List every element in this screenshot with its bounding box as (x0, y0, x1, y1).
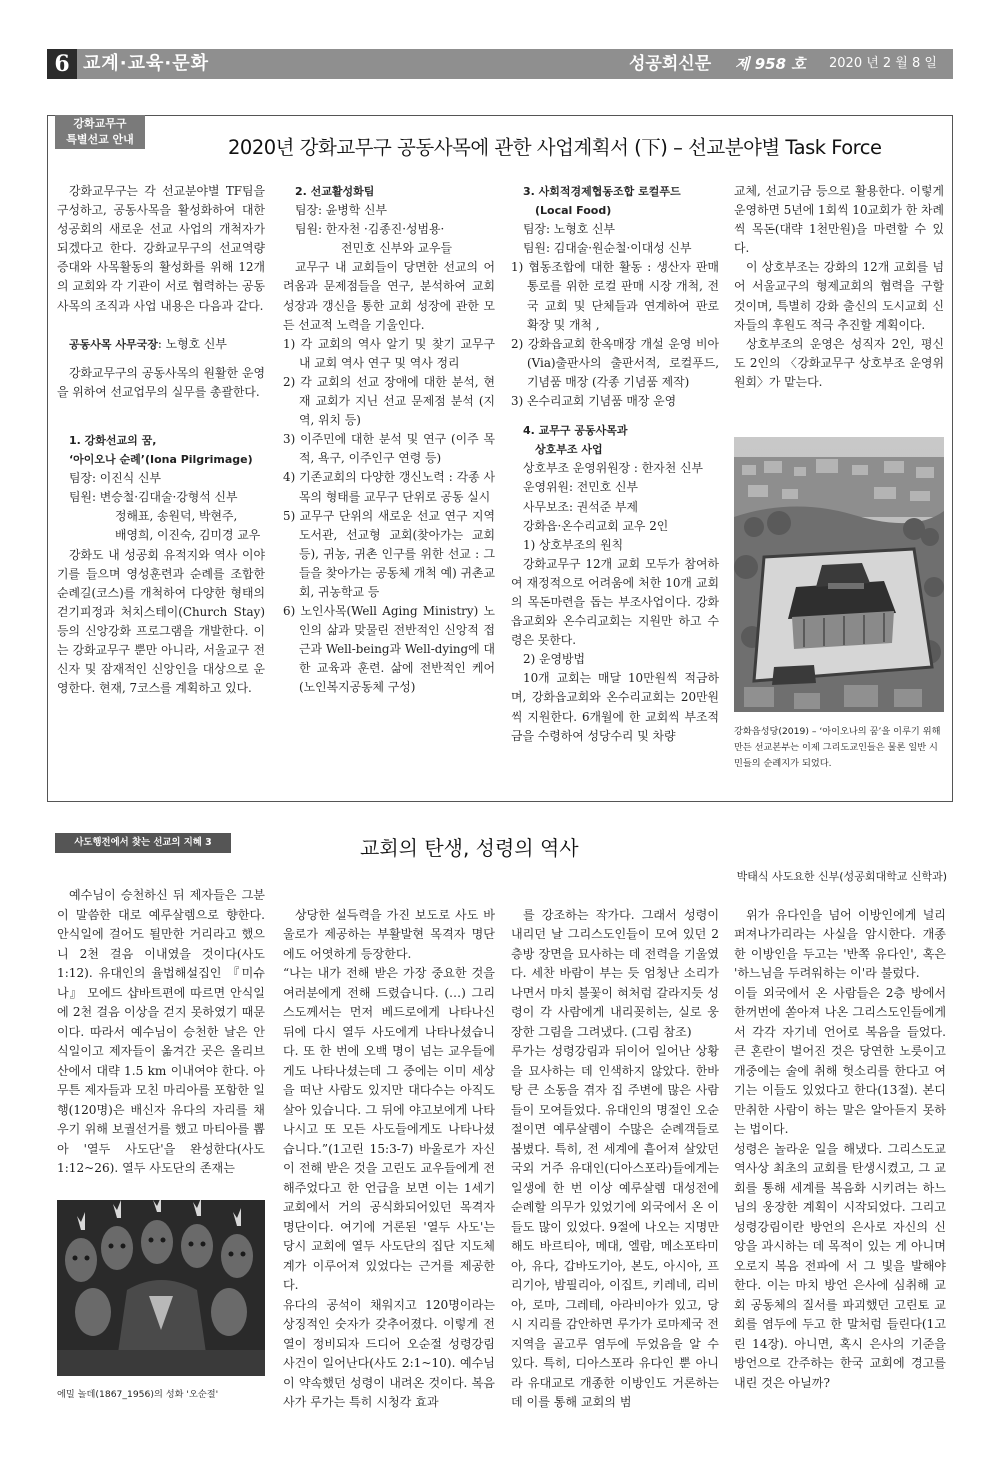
section3-item: 3) 온수리교회 기념품 매장 운영 (511, 394, 677, 409)
article1-title: 2020년 강화교무구 공동사목에 관한 사업계획서 (下) – 선교분야별 Task Force (228, 136, 882, 159)
section4-title: 4. 교무구 공동사목과 (523, 424, 628, 438)
intro-paragraph: 강화교무구는 각 선교분야별 TF팀을 구성하고, 공동사목을 활성화하여 대한성공회의 새로운 선교 사업의 개척자가 되겠다고 한다. 강화교무구의 선교역량 증대와 사목활동의 활성화를 위해 12개의 교회와 각 기관이 서로 협력하는 공동사목의 조직과 사업 내용은 다음과 같다. (57, 184, 265, 313)
section4-line: 운영위원: 전민호 신부 (523, 480, 638, 495)
column4-paragraph: 교체, 선교기금 등으로 활용한다. 이렇게 운영하면 5년에 1회씩 10교회가 한 차례씩 목돈(대략 1천만원)을 마련할 수 있다. (734, 184, 944, 256)
cathedral-photo-caption: 강화읍성당(2019) – ‘아이오나의 꿈’을 이루기 위해 만든 선교본부는 이제 그리도교인들은 물론 일반 시민들의 순례지가 되었다. (734, 726, 941, 770)
section2-item: 4) 기존교회의 다양한 갱신노력 : 각종 사목의 형태를 교무구 단위로 공동 실시 (283, 470, 495, 504)
section3-item: 1) 협동조합에 대한 활동 : 생산자 판매 통로를 위한 로컬 판매 시장 개척, 전국 교회 및 단체들과 연계하여 판로 확장 및 개척 , (511, 260, 719, 332)
pentecost-painting-caption: 에밀 놀데(1867_1956)의 성화 '오순절' (57, 1389, 219, 1400)
section3-title: 3. 사회적경제협동조합 로컬푸드 (523, 185, 681, 198)
pentecost-painting-image (57, 1200, 265, 1376)
article2-column-4 (734, 886, 946, 1413)
article1-column-2 (283, 182, 495, 698)
section1-members-2: 정해표, 송원덕, 박현주, (115, 509, 238, 524)
article2-paragraph: 위가 유다인을 넘어 이방인에게 널리 퍼져나가리라는 사실을 암시한다. 개종한 이방인을 두고는 '반쪽 유다인', 혹은 '하느님을 두려워하는 이'라 불렀다. 이들 외국에서 온 사람들은 2층 방에서 한꺼번에 쏟아져 나온 그리스도인들에게서 각각 자기네 언어로 복음을 들었다. 큰 혼란이 벌어진 것은 당연한 노릇이고 개중에는 술에 취해 헛소리를 한다고 여기는 이들도 있었다고 한다(13절). 본디 만취한 사람이 하는 말은 알아듣지 못하는 법이다. 성령은 놀라운 일을 해냈다. 그리스도교 역사상 최초의 교회를 탄생시켰고, 그 교회를 통해 세계를 복음화 시키려는 하느님의 웅장한 계획이 시작되었다. 그리고 성령강림이란 방언의 은사로 자신의 신앙을 과시하는 데 목적이 있는 게 아니며 오로지 복음 전파에 서 그 빛을 발해야 한다. 이는 마치 방언 은사에 심취해 교회 공동체의 질서를 파괴했던 고린토 교회를 염두에 두고 한 말처럼 들린다(1고린 14장). 아니면, 혹시 은사의 기준을 방언으로 간주하는 한국 교회에 경고를 내린 것은 아닐까? (734, 907, 946, 1390)
article2-tag: 사도행전에서 찾는 선교의 지혜 3 (55, 833, 231, 853)
article2-column-2 (283, 886, 495, 1432)
article1-tag: 강화교무구 특별선교 안내 (55, 115, 145, 149)
article2-paragraph: 를 강조하는 작가다. 그래서 성령이 내리던 날 그리스도인들이 모여 있던 2층방 장면을 묘사하는 데 전력을 기울였다. 세찬 바람이 부는 듯 엄청난 소리가 나면서 마치 불꽃이 혀처럼 갈라지듯 성령이 각 사람에게 내리꽂히는, 실로 웅장한 그림을 그려냈다. (그림 참조) 루가는 성령강림과 뒤이어 일어난 상황을 묘사하는 데 인색하지 않았다. 한바탕 큰 소동을 겪자 집 주변에 많은 사람들이 모여들었다. 유대인의 명절인 오순절이면 예루살렘이 수많은 순례객들로 붐볐다. 특히, 전 세계에 흩어져 살았던 국외 거주 유대인(디아스포라)들에게는 일생에 한 번 이상 예루살렘 대성전에 순례할 의무가 있었기에 외국에서 온 이들도 많이 있었다. 9절에 나오는 지명만 해도 바르티아, 메대, 엘람, 메소포타미아, 유다, 갑바도기아, 본도, 아시아, 프리기아, 밤필리아, 이집트, 키레네, 리비아, 로마, 그레테, 아라비아가 있고, 당시 지리를 감안하면 루가가 로마제국 전 지역을 골고루 염두에 두었음을 알 수 있다. 특히, 디아스포라 유다인 뿐 아니라 유대교로 개종한 이방인도 거론하는데 이를 통해 교회의 범 (511, 907, 719, 1409)
section4-principle-title: 1) 상호부조의 원칙 (523, 537, 624, 552)
section3-subtitle: (Local Food) (535, 204, 612, 218)
section1-members-3: 배영희, 이진숙, 김미경 교우 (115, 528, 261, 543)
article2-byline: 박태식 사도요한 신부(성공회대학교 신학과) (736, 870, 947, 883)
section2-item: 6) 노인사목(Well Aging Ministry) 노인의 삶과 맞물린 전반적인 신앙적 접근과 Well-being과 Well-dying에 대한 교육과 훈련. 삶에 전반적인 케어(노인복지공동체 구성) (283, 604, 495, 695)
section3-item: 2) 강화읍교회 한옥매장 개설 운영 비아(Via)출판사의 출판서적, 로컬푸드, 기념품 매장 (각종 기념품 제작) (511, 336, 719, 389)
page-header (47, 49, 953, 101)
article1-column-1 (57, 182, 265, 698)
section1-members: 팀원: 변승철·김대술·강형석 신부 (69, 490, 238, 505)
section2-item: 1) 각 교회의 역사 알기 및 찾기 교무구 내 교회 역사 연구 및 역사 정리 (283, 336, 495, 370)
section1-body: 강화도 내 성공회 유적지와 역사 이야기를 들으며 영성훈련과 순례를 조합한 순례길(코스)를 개척하여 다양한 형태의 걷기피정과 처치스테이(Church Stay) 등의 신앙강화 프로그램을 개발한다. 이는 강화교무구 뿐만 아니라, 서울교구 전신자 및 잠재적인 신앙인을 대상으로 운영한다. 현재, 7코스를 계획하고 있다. (57, 547, 265, 696)
article1-column-4 (734, 182, 944, 392)
section4-principle-body: 강화교무구 12개 교회 모두가 참여하여 재정적으로 어려움에 처한 10개 교회의 목돈마련을 돕는 부조사업이다. 강화읍교회와 온수리교회는 지원만 하고 수령은 못한다. (511, 556, 719, 648)
section2-leader: 팀장: 윤병학 신부 (295, 203, 387, 218)
article2-column-1 (57, 886, 265, 1179)
article2-paragraph: 상당한 설득력을 가진 보도로 사도 바울로가 제공하는 부활발현 목격자 명단에도 어엿하게 등장한다. “나는 내가 전해 받은 가장 중요한 것을 여러분에게 전해 드렸습니다. (…) 그리스도께서는 먼저 베드로에게 나타나신 뒤에 다시 열두 사도에게 나타나셨습니다. 또 한 번에 오백 명이 넘는 교우들에게도 나타나셨는데 그 중에는 이미 세상을 떠난 사람도 있지만 대다수는 아직도 살아 있습니다. 그 뒤에 야고보에게 나타나시고 또 모든 사도들에게도 나타나셨습니다.”(1고린 15:3-7) 바울로가 자신이 전해 받은 것을 고린도 교우들에게 전해주었다고 한 언급을 보면 이는 1세기 교회에서 거의 공식화되어있던 목격자 명단이다. 여기에 거론된 '열두 사도'는 당시 교회에 열두 사도단의 집단 지도체계가 이루어져 있었다는 근거를 제공한다. 유다의 공석이 채워지고 120명이라는 상징적인 숫자가 갖추어졌다. 이렇게 전열이 정비되자 드디어 오순절 성령강림 사건이 일어난다(사도 2:1~10). 예수님이 약속했던 성령이 내려온 것이다. 복음사가 루가는 특히 시청각 효과 (283, 907, 495, 1409)
section2-item: 2) 각 교회의 선교 장애에 대한 분석, 현재 교회가 지닌 선교 문제점 분석 (지역, 위치 등) (283, 374, 495, 428)
section4-line: 사무보조: 권석준 부제 (523, 499, 638, 514)
section3-members: 팀원: 김대술·원순철·이대성 신부 (523, 241, 692, 256)
newspaper-name: 성공회신문 (629, 54, 712, 74)
section1-leader: 팀장: 이진식 신부 (69, 471, 161, 486)
article2-title: 교회의 탄생, 성령의 역사 (360, 836, 579, 860)
article2-column-3 (511, 886, 719, 1432)
column4-paragraph: 상호부조의 운영은 성직자 2인, 평신도 2인의 〈강화교무구 상호부조 운영위원회〉가 맡는다. (734, 336, 944, 389)
article1-column-3 (511, 182, 719, 746)
section2-title: 2. 선교활성화팀 (295, 185, 375, 198)
section2-body: 교무구 내 교회들이 당면한 선교의 어려움과 문제점들을 연구, 분석하여 교회성장과 갱신을 통한 교회 성장에 관한 모든 선교적 노력을 기울인다. (283, 260, 495, 332)
section2-members: 팀원: 한자천 ·김종진·성범용· (295, 222, 445, 237)
section4-line: 상호부조 운영위원장 : 한자천 신부 (523, 461, 703, 476)
director-line: 공동사목 사무국장: 노형호 신부 (69, 336, 227, 351)
section2-item: 3) 이주민에 대한 분석 및 연구 (이주 목적, 욕구, 이주인구 연령 등) (283, 432, 495, 466)
column4-paragraph: 이 상호부조는 강화의 12개 교회를 넘어 서울교구의 형제교회의 협력을 구할 것이며, 특별히 강화 출신의 도시교회 신자들의 후원도 적극 추진할 계획이다. (734, 260, 944, 332)
cathedral-aerial-image (734, 437, 944, 712)
pentecost-painting (57, 1200, 265, 1376)
issue-number: 제 958 호 (735, 55, 806, 73)
section1-title: 1. 강화선교의 꿈, (69, 433, 157, 447)
section4-method-body: 10개 교회는 매달 10만원씩 적금하며, 강화읍교회와 온수리교회는 20만원씩 지원한다. 6개월에 한 교회씩 부조적금을 수령하여 성당수리 및 차량 (511, 671, 719, 743)
section4-line: 강화읍·온수리교회 교우 2인 (523, 518, 669, 533)
section3-leader: 팀장: 노형호 신부 (523, 222, 615, 237)
section2-item: 5) 교무구 단위의 새로운 선교 연구 지역 도서관, 선교형 교회(찾아가는 교회 등), 귀농, 귀촌 인구를 위한 선교 : 그들을 찾아가는 공동체 개척 예) 귀촌교회, 귀농학교 등 (283, 508, 495, 599)
director-description: 강화교무구의 공동사목의 원활한 운영을 위하여 선교업무의 실무를 총괄한다. (57, 365, 265, 399)
section1-subtitle: ‘아이오나 순례’(Iona Pilgrimage) (69, 453, 253, 467)
page-number: 6 (47, 49, 77, 79)
article2-paragraph: 예수님이 승천하신 뒤 제자들은 그분이 말씀한 대로 예루살렘으로 향한다. 안식일에 걸어도 될만한 거리라고 했으니 2천 걸음 이내였을 것이다(사도 1:12). 유대인의 율법해설집인 『미슈나』 모에드 샵바트편에 따르면 안식일에 2천 걸음 이상을 걷지 못하였기 때문이다. 따라서 예수님이 승천한 날은 안식일이고 제자들이 옮겨간 곳은 올리브 산에서 대략 1.5 km 이내여야 한다. 아무튼 제자들과 모친 마리아를 포함한 일행(120명)은 배신자 유다의 자리를 채우기 위해 보궐선거를 했고 마티아를 뽑아 '열두 사도단'을 완성한다(사도 1:12~26). 열두 사도단의 존재는 (57, 888, 265, 1175)
section4-subtitle: 상호부조 사업 (535, 443, 603, 457)
section-title: 교계·교육·문화 (83, 53, 210, 74)
issue-date: 2020 년 2 월 8 일 토요일 (829, 56, 937, 101)
cathedral-photo (734, 437, 944, 712)
section4-method-title: 2) 운영방법 (523, 652, 585, 667)
section2-members-2: 전민호 신부와 교우들 (341, 241, 452, 256)
